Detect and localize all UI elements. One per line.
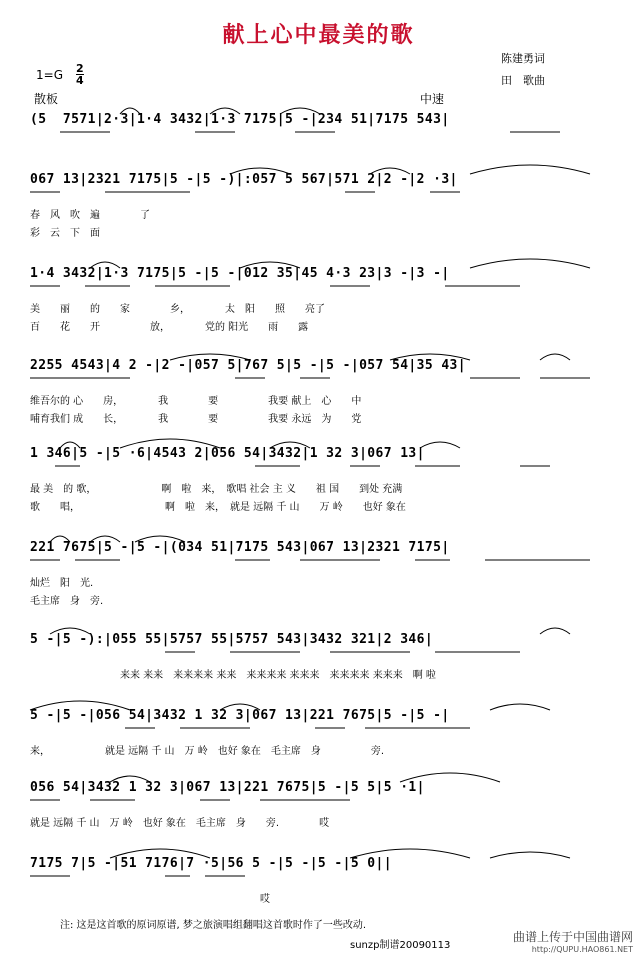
lyrics-verse-2: 毛主席 身 旁. xyxy=(30,596,104,607)
footnote: 注: 这是这首歌的原词原谱, 梦之旅演唱组翻唱这首歌时作了一些改动. xyxy=(60,920,367,931)
notation-line: 5 -|5 -|056 54|3432 1 32 3|067 13|221 7675|5 -|5 -| xyxy=(30,708,450,723)
watermark-url: http://QUPU.HAO861.NET xyxy=(531,945,633,954)
score-system-6 xyxy=(30,540,610,626)
lyrics-verse-2: 百 花 开 放， 党的 阳光 雨 露 xyxy=(30,322,309,333)
tempo-marking-free: 散板 xyxy=(34,92,59,106)
lyrics-verse-1: 来来 来来 来来来来 来来 来来来来 来来来 来来来来 来来来 啊 啦 xyxy=(30,670,436,681)
beam-marks xyxy=(30,465,610,475)
time-signature-top: 2 xyxy=(76,62,84,75)
lyricist-credit: 陈建勇词 xyxy=(501,52,545,65)
lyrics-verse-2: 哺育我们 成 长， 我 要 我要 永远 为 党 xyxy=(30,414,362,425)
time-signature xyxy=(76,64,84,85)
lyrics-verse-1: 哎 xyxy=(30,894,270,905)
watermark-title: 曲谱上传于中国曲谱网 xyxy=(512,930,633,944)
lyrics-verse-1: 最 美 的 歌， 啊 啦 来， 歌唱 社会 主 义 祖 国 到处 充满 xyxy=(30,484,403,495)
lyrics-verse-1: 就是 远隔 千 山 万 岭 也好 象在 毛主席 身 旁. 哎 xyxy=(30,818,330,829)
beam-marks xyxy=(30,799,610,809)
tempo-marking-moderate: 中速 xyxy=(420,92,445,106)
beam-marks xyxy=(30,131,610,141)
lyrics-verse-1: 美 丽 的 家 乡， 太 阳 照 亮了 xyxy=(30,304,325,315)
notation-line: 056 54|3432 1 32 3|067 13|221 7675|5 -|5 5|5 ·1| xyxy=(30,780,425,795)
beam-marks xyxy=(30,191,610,201)
score-system-4 xyxy=(30,358,610,444)
beam-marks xyxy=(30,727,610,737)
score-system-3 xyxy=(30,266,610,352)
lyrics-verse-2: 彩 云 下 面 xyxy=(30,228,100,239)
notation-line: 7175 7|5 -|51 7176|7 ·5|56 5 -|5 -|5 -|5 0|| xyxy=(30,856,392,871)
lyrics-verse-2: 歌 唱， 啊 啦 来， 就是 远隔 千 山 万 岭 也好 象在 xyxy=(30,502,406,513)
notation-line: 1·4 3432|1·3 7175|5 -|5 -|012 35|45 4·3 23|3 -|3 -| xyxy=(30,266,450,281)
notation-line: 1 346|5 -|5 ·6|4543 2|056 54|3432|1 32 3|067 13| xyxy=(30,446,425,461)
notation-line: 2255 4543|4 2 -|2 -|057 5|767 5|5 -|5 -|057 54|35 43| xyxy=(30,358,467,373)
lyrics-verse-1: 来， 就是 远隔 千 山 万 岭 也好 象在 毛主席 身 旁. xyxy=(30,746,385,757)
lyrics-verse-1: 维吾尔的 心 房， 我 要 我要 献上 心 中 xyxy=(30,396,362,407)
notation-line: 221 7675|5 -|5 -|(034 51|7175 543|067 13|2321 7175| xyxy=(30,540,450,555)
lyrics-verse-1: 春 风 吹 遍 了 xyxy=(30,210,150,221)
notation-line: (5 7571|2·3|1·4 3432|1·3 7175|5 -|234 51|7175 543| xyxy=(30,112,450,127)
page-title: 献上心中最美的歌 xyxy=(222,23,415,48)
transcriber-credit: sunzp制谱20090113 xyxy=(350,940,451,951)
notation-line: 067 13|2321 7175|5 -|5 -)|:057 5 567|571 2|2 -|2 ·3| xyxy=(30,172,458,187)
lyrics-verse-1: 灿烂 阳 光. xyxy=(30,578,94,589)
time-signature-bottom: 4 xyxy=(76,74,84,87)
beam-marks xyxy=(30,377,610,387)
score-system-5 xyxy=(30,446,610,532)
beam-marks xyxy=(30,285,610,295)
beam-marks xyxy=(30,875,610,885)
composer-credit: 田 歌曲 xyxy=(501,74,545,87)
key-signature: 1=G xyxy=(36,68,63,82)
score-system-2 xyxy=(30,172,610,258)
site-watermark xyxy=(503,928,633,954)
beam-marks xyxy=(30,559,610,569)
beam-marks xyxy=(30,651,610,661)
notation-line: 5 -|5 -):|055 55|5757 55|5757 543|3432 321|2 346| xyxy=(30,632,434,647)
